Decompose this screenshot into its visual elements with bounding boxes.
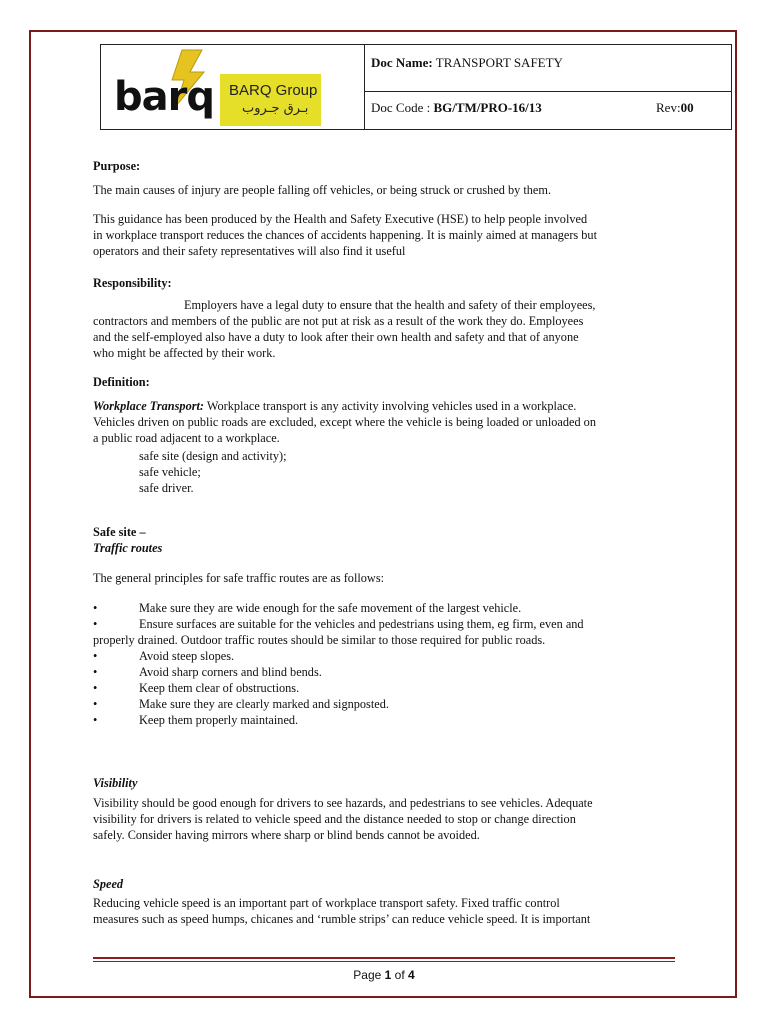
purpose-line-3: operators and their safety representatives will also find it useful: [93, 244, 406, 258]
revision: [656, 100, 694, 116]
doc-code: [371, 100, 542, 116]
bullet-text: Make sure they are clearly marked and signposted.: [139, 697, 389, 711]
logo-group-name: BARQ Group: [229, 82, 318, 99]
visibility-line-2: visibility for drivers is related to vehicle speed and the distance needed to stop or change direction: [93, 812, 576, 826]
responsibility-line-4: who might be affected by their work.: [93, 346, 276, 360]
bullet-icon: •: [93, 681, 98, 695]
page-label: Page: [353, 968, 385, 982]
page-number: [0, 968, 768, 982]
visibility-line-1: Visibility should be good enough for drivers to see hazards, and pedestrians to see vehicles. Adequate: [93, 796, 593, 810]
bullet-icon: •: [93, 601, 98, 615]
purpose-paragraph-1: The main causes of injury are people falling off vehicles, or being struck or crushed by them.: [93, 183, 552, 197]
bullet-icon: •: [93, 697, 98, 711]
logo-arabic-name: بـرق جـروب: [242, 101, 309, 116]
definition-list-item: safe vehicle;: [139, 465, 201, 479]
responsibility-heading: Responsibility:: [93, 276, 172, 290]
page-of: of: [391, 968, 409, 982]
doc-name-row: [364, 45, 731, 92]
page-total: 4: [408, 968, 415, 982]
responsibility-line-1: Employers have a legal duty to ensure that the health and safety of their employees,: [184, 298, 596, 312]
speed-line-2: measures such as speed humps, chicanes and ‘rumble strips’ can reduce vehicle speed. It is important: [93, 912, 591, 926]
page-border: [29, 30, 737, 998]
bullet-continuation: properly drained. Outdoor traffic routes should be similar to those required for public roads.: [93, 633, 546, 647]
visibility-line-3: safely. Consider having mirrors where sharp or blind bends cannot be avoided.: [93, 828, 480, 842]
safe-site-heading: Safe site –: [93, 525, 146, 539]
bullet-icon: •: [93, 649, 98, 663]
traffic-routes-intro: The general principles for safe traffic routes are as follows:: [93, 571, 385, 585]
doc-name-value: TRANSPORT SAFETY: [432, 55, 563, 70]
purpose-heading: Purpose:: [93, 159, 141, 173]
footer-rule-thin: [93, 961, 675, 962]
bullet-text: Avoid steep slopes.: [139, 649, 235, 663]
speed-line-1: Reducing vehicle speed is an important part of workplace transport safety. Fixed traffic control: [93, 896, 560, 910]
definition-line-1: [93, 398, 693, 414]
doc-code-label: Doc Code :: [371, 100, 434, 115]
definition-term: Workplace Transport:: [93, 399, 205, 413]
definition-text: Workplace transport is any activity involving vehicles used in a workplace.: [204, 399, 577, 413]
bullet-text: Keep them clear of obstructions.: [139, 681, 300, 695]
definition-list-item: safe site (design and activity);: [139, 449, 287, 463]
definition-list-item: safe driver.: [139, 481, 194, 495]
doc-name: [371, 55, 563, 71]
responsibility-line-2: contractors and members of the public are not put at risk as a result of the work they do. Employees: [93, 314, 584, 328]
speed-heading: Speed: [93, 877, 124, 891]
doc-code-row: [364, 91, 731, 129]
purpose-line-1: This guidance has been produced by the Health and Safety Executive (HSE) to help people involved: [93, 212, 588, 226]
visibility-heading: Visibility: [93, 776, 138, 790]
footer-rule: [93, 957, 675, 959]
rev-value: 00: [680, 100, 694, 115]
definition-line-2: Vehicles driven on public roads are excluded, except where the vehicle is being loaded or unloaded on: [93, 415, 596, 429]
bullet-icon: •: [93, 617, 98, 631]
logo-wordmark: barq: [114, 74, 214, 120]
definition-line-3: a public road adjacent to a workplace.: [93, 431, 280, 445]
page-current: 1: [384, 968, 392, 982]
bullet-text: Make sure they are wide enough for the safe movement of the largest vehicle.: [139, 601, 522, 615]
definition-heading: Definition:: [93, 375, 150, 389]
bullet-icon: •: [93, 665, 98, 679]
barq-logo: [110, 48, 320, 126]
purpose-line-2: in workplace transport reduces the chances of accidents happening. It is mainly aimed at managers but: [93, 228, 597, 242]
bullet-icon: •: [93, 713, 98, 727]
bullet-text: Keep them properly maintained.: [139, 713, 299, 727]
doc-name-label: Doc Name:: [371, 55, 433, 70]
bullet-text: Avoid sharp corners and blind bends.: [139, 665, 322, 679]
logo-cell: [101, 45, 365, 129]
bullet-text: Ensure surfaces are suitable for the vehicles and pedestrians using them, eg firm, even and: [139, 617, 584, 631]
doc-code-value: BG/TM/PRO-16/13: [433, 100, 542, 115]
traffic-routes-heading: Traffic routes: [93, 541, 163, 555]
document-header: [100, 44, 732, 130]
rev-label: Rev:: [656, 100, 681, 115]
responsibility-line-3: and the self-employed also have a duty to look after their own health and safety and that of anyone: [93, 330, 579, 344]
